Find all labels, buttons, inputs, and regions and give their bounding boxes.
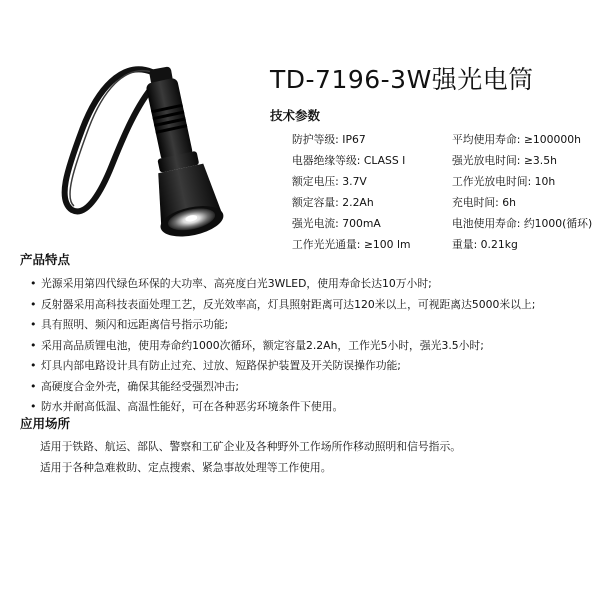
spec-key: 充电时间:	[452, 196, 499, 209]
spec-value: 10h	[534, 175, 556, 188]
list-item: • 光源采用第四代绿色环保的大功率、高亮度白光3WLED，使用寿命长达10万小时;	[30, 274, 590, 295]
spec-key: 工作光放电时间:	[452, 175, 532, 188]
spec-value: 700mA	[342, 217, 381, 230]
specs-heading: 技术参数	[270, 108, 321, 123]
features-heading: 产品特点	[20, 252, 71, 267]
spec-key: 额定电压:	[292, 175, 339, 188]
spec-key: 防护等级:	[292, 133, 339, 146]
spec-key: 工作光光通量:	[292, 238, 361, 251]
spec-row	[292, 194, 452, 212]
spec-row	[452, 131, 598, 149]
list-item: 适用于各种急难救助、定点搜索、紧急事故处理等工作使用。	[40, 461, 332, 474]
spec-value: 约1000(循环)	[523, 217, 593, 230]
spec-key: 强光电流:	[292, 217, 339, 230]
spec-row	[292, 215, 452, 233]
spec-row	[292, 131, 452, 149]
spec-row	[452, 152, 598, 170]
list-item: • 灯具内部电路设计具有防止过充、过放、短路保护装置及开关防误操作功能;	[30, 356, 590, 377]
spec-key: 强光放电时间:	[452, 154, 521, 167]
list-item: • 采用高品质锂电池，使用寿命约1000次循环，额定容量2.2Ah，工作光5小时，强光3.5小时;	[30, 336, 590, 357]
spec-value: ≥3.5h	[523, 154, 557, 167]
product-title: TD-7196-3W强光电筒	[270, 65, 534, 94]
spec-value: 2.2Ah	[342, 196, 374, 209]
applications-list	[40, 436, 590, 478]
list-item: • 防水并耐高低温、高温性能好，可在各种恶劣环境条件下使用。	[30, 397, 590, 418]
spec-value: 3.7V	[342, 175, 367, 188]
spec-key: 重量:	[452, 238, 478, 251]
spec-value: ≥100 lm	[363, 238, 411, 251]
specs-table	[292, 131, 598, 254]
spec-row	[452, 236, 598, 254]
spec-value: IP67	[342, 133, 366, 146]
spec-row	[452, 215, 598, 233]
spec-row	[292, 152, 452, 170]
spec-value: 0.21kg	[480, 238, 518, 251]
spec-row	[292, 236, 452, 254]
spec-row	[292, 173, 452, 191]
spec-key: 电器绝缘等级:	[292, 154, 361, 167]
list-item: 适用于铁路、航运、部队、警察和工矿企业及各种野外工作场所作移动照明和信号指示。	[40, 440, 462, 453]
spec-key: 电池使用寿命:	[452, 217, 521, 230]
spec-row	[452, 173, 598, 191]
list-item: • 具有照明、频闪和远距离信号指示功能;	[30, 315, 590, 336]
spec-value: 6h	[502, 196, 516, 209]
applications-heading: 应用场所	[20, 416, 71, 431]
spec-key: 额定容量:	[292, 196, 339, 209]
spec-row	[452, 194, 598, 212]
list-item: • 反射器采用高科技表面处理工艺，反光效率高，灯具照射距离可达120米以上，可视距离达5000米以上;	[30, 295, 590, 316]
spec-key: 平均使用寿命:	[452, 133, 521, 146]
flashlight-product-image	[12, 50, 252, 260]
features-list	[30, 274, 590, 418]
spec-value: ≥100000h	[523, 133, 581, 146]
spec-value: CLASS Ⅰ	[363, 154, 406, 167]
list-item: • 高硬度合金外壳，确保其能经受强烈冲击;	[30, 377, 590, 398]
